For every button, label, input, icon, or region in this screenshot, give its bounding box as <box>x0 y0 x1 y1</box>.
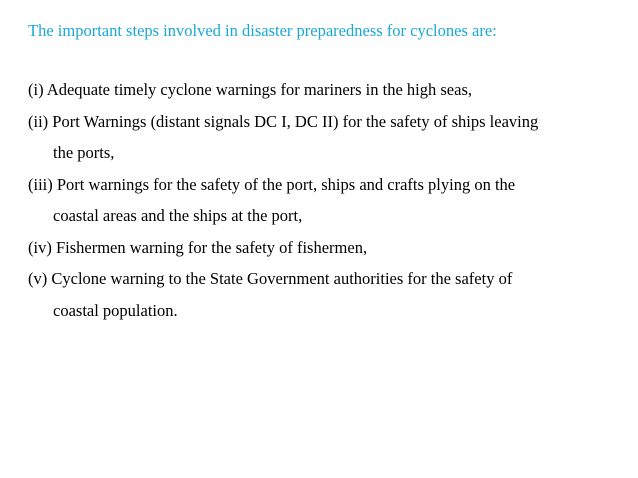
step-continuation: the ports, <box>53 143 115 162</box>
step-line: (iii) Port warnings for the safety of the port, ships and crafts plying on the <box>28 174 516 194</box>
step-item-2 <box>28 106 628 169</box>
steps-list <box>28 74 628 326</box>
step-item-5 <box>28 263 628 326</box>
step-item-3 <box>28 169 628 232</box>
step-item-1 <box>28 74 628 106</box>
step-item-4 <box>28 232 628 264</box>
step-continuation: coastal areas and the ships at the port, <box>53 206 303 225</box>
step-line: (v) Cyclone warning to the State Government authorities for the safety of <box>28 269 513 288</box>
step-continuation: coastal population. <box>53 300 178 320</box>
slide-heading: The important steps involved in disaster preparedness for cyclones are: <box>28 21 497 40</box>
step-line: (iv) Fishermen warning for the safety of fishermen, <box>28 237 368 257</box>
step-line: (ii) Port Warnings (distant signals DC I, DC II) for the safety of ships leaving <box>28 111 539 131</box>
step-line: (i) Adequate timely cyclone warnings for mariners in the high seas, <box>28 80 472 99</box>
